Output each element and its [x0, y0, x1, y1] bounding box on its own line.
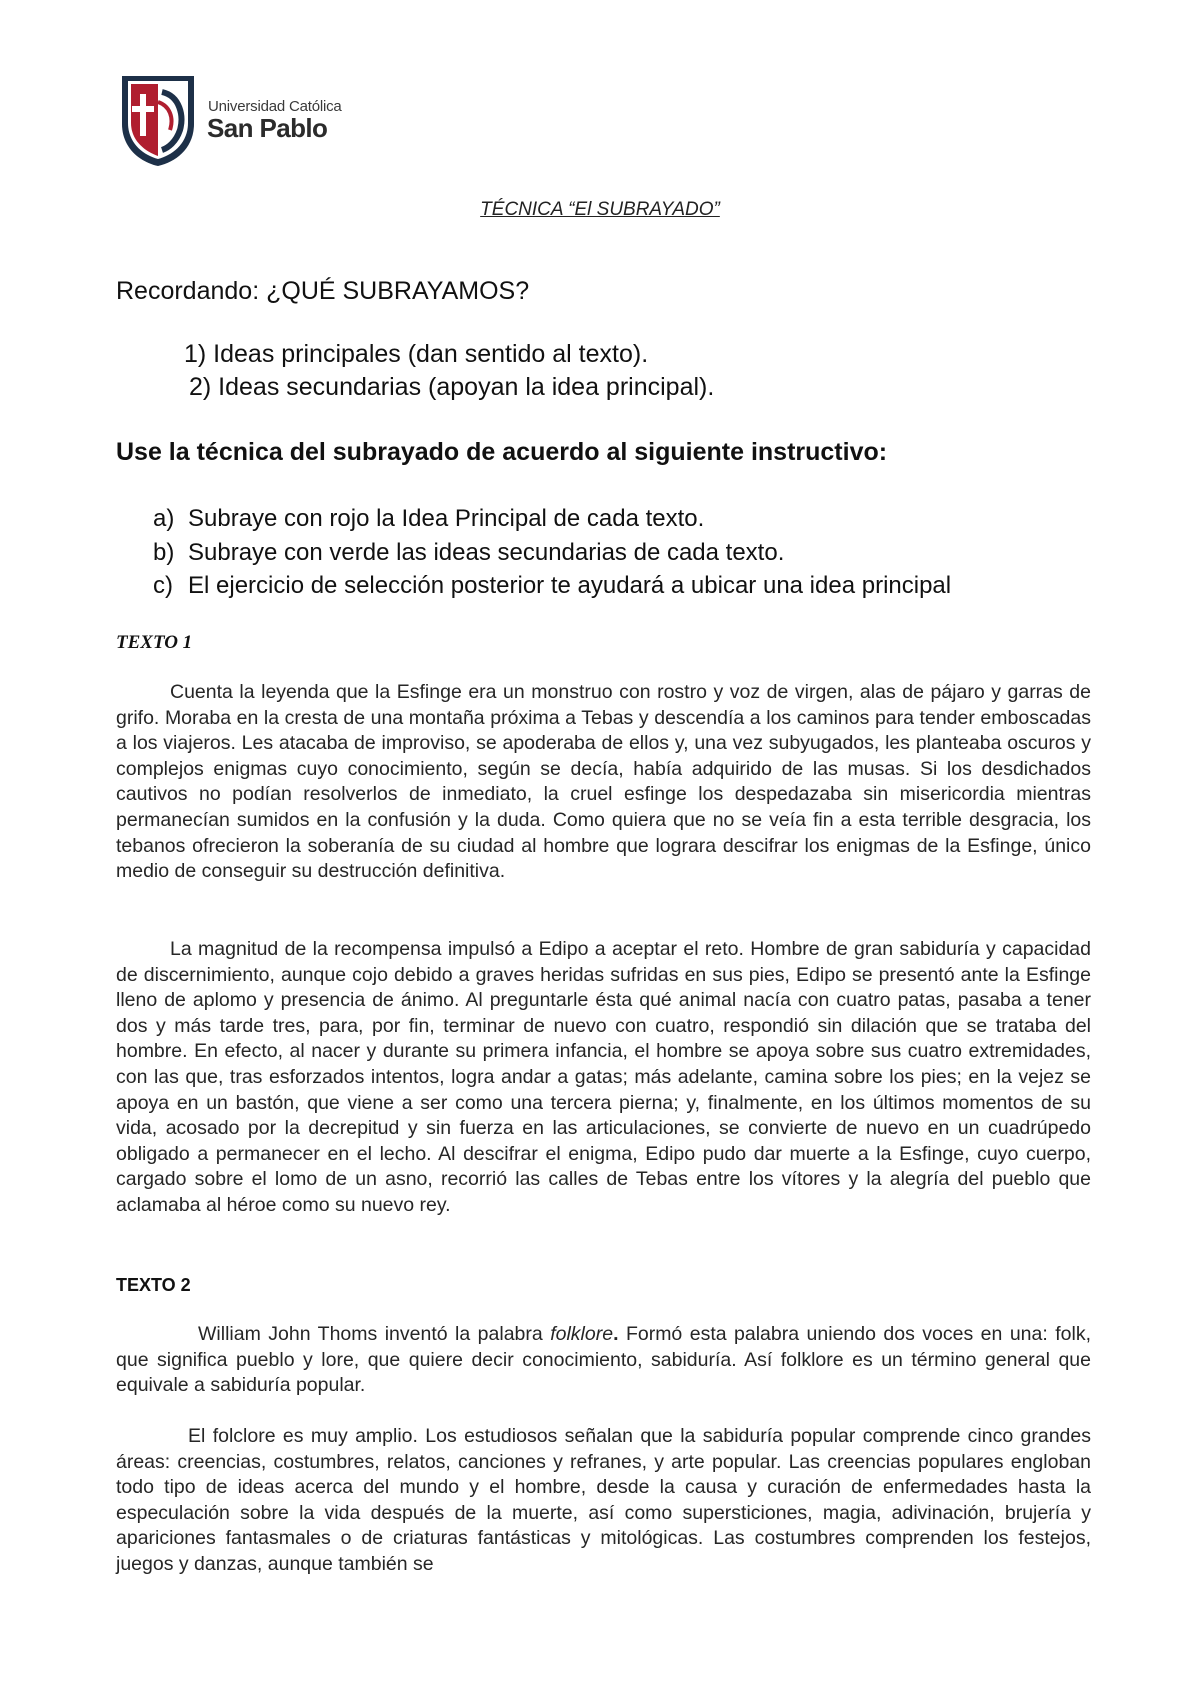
instructions-heading: Use la técnica del subrayado de acuerdo al siguiente instructivo:	[116, 438, 888, 466]
step-text: El ejercicio de selección posterior te ayudará a ubicar una idea principal	[188, 572, 952, 599]
idea-item-principal: 1) Ideas principales (dan sentido al texto).	[184, 340, 649, 368]
texto2-heading: TEXTO 2	[116, 1275, 191, 1295]
step-letter: c)	[153, 572, 173, 599]
idea-item-secondary: 2) Ideas secundarias (apoyan la idea principal).	[189, 373, 715, 401]
logo-campus-text: San Pablo	[207, 113, 328, 143]
instruction-step	[153, 505, 704, 533]
step-letter: b)	[153, 539, 175, 566]
university-logo	[118, 72, 358, 172]
texto2-p1-start: William John Thoms inventó la palabra	[198, 1323, 551, 1345]
folklore-word: folklore	[550, 1323, 614, 1345]
texto1-paragraph-2: La magnitud de la recompensa impulsó a Edipo a aceptar el reto. Hombre de gran sabiduría y capacidad de discernimiento, aunque cojo debido a graves heridas sufridas en sus pies, Edipo se presentó ante la Esfinge lleno de aplomo y presencia de ánimo. Al preguntarle ésta qué animal nacía con cuatro patas, pasaba a tener dos y más tarde tres, para, por fin, terminar de nuevo con cuatro, respondió sin dilación que se trataba del hombre. En efecto, al nacer y durante su primera infancia, el hombre se apoya sobre sus cuatro extremidades, con las que, tras esforzados intentos, logra andar a gatas; más adelante, camina sobre los pies; en la vejez se apoya en un bastón, que viene a ser como una tercera pierna; y, finalmente, en los últimos momentos de su vida, acosado por la decrepitud y sin fuerza en las articulaciones, se convierte de nuevo en un cuadrúpedo obligado a permanecer en el lecho. Al descifrar el enigma, Edipo pudo dar muerte a la Esfinge, cuyo cuerpo, cargado sobre el lomo de un asno, recorrió las calles de Tebas entre los vítores y la alegría del pueblo que aclamaba al héroe como su nuevo rey.	[116, 938, 1091, 1216]
texto1-heading: TEXTO 1	[116, 632, 193, 653]
step-letter: a)	[153, 505, 175, 532]
logo-university-text: Universidad Católica	[208, 98, 342, 115]
texto1-paragraph-1: Cuenta la leyenda que la Esfinge era un monstruo con rostro y voz de virgen, alas de pájaro y garras de grifo. Moraba en la cresta de una montaña próxima a Tebas y descendía a los caminos para tender emboscadas a los viajeros. Les atacaba de improviso, se apoderaba de ellos y, una vez subyugados, les planteaba oscuros y complejos enigmas cuyo conocimiento, según se decía, había adquirido de las musas. Si los desdichados cautivos no podían resolverlos de inmediato, la cruel esfinge los despedazaba sin misericordia mientras permanecían sumidos en la confusión y la duda. Como quiera que no se veía fin a esta terrible desgracia, los tebanos ofrecieron la soberanía de su ciudad al hombre que lograra descifrar los enigmas de la Esfinge, único medio de conseguir su destrucción definitiva.	[116, 681, 1091, 883]
step-text: Subraye con rojo la Idea Principal de cada texto.	[188, 505, 705, 532]
instruction-step	[153, 539, 784, 567]
document-title: TÉCNICA “El SUBRAYADO”	[480, 199, 720, 220]
reminder-heading: Recordando: ¿QUÉ SUBRAYAMOS?	[116, 277, 530, 305]
instruction-step	[153, 572, 951, 600]
texto2-p1-rest: Formó esta palabra uniendo dos voces en una: folk, que significa pueblo y lore, que quiere decir conocimiento, sabiduría. Así folklore es un término general que equivale a sabiduría popular.	[116, 1323, 1091, 1397]
texto2-p1-period: .	[613, 1323, 619, 1345]
shield-cross-icon	[118, 72, 198, 168]
texto2-paragraph-2: El folclore es muy amplio. Los estudiosos señalan que la sabiduría popular comprende cinco grandes áreas: creencias, costumbres, relatos, canciones y refranes, y arte popular. Las creencias populares engloban todo tipo de ideas acerca del mundo y el hombre, desde la causa y curación de enfermedades hasta la especulación sobre la vida después de la muerte, así como supersticiones, magia, adivinación, brujería y apariciones fantasmales o de criaturas fantásticas y mitológicas. Las costumbres comprenden los festejos, juegos y danzas, aunque también se	[116, 1425, 1091, 1575]
step-text: Subraye con verde las ideas secundarias de cada texto.	[188, 539, 785, 566]
texto2-paragraph-1	[116, 1322, 1091, 1399]
